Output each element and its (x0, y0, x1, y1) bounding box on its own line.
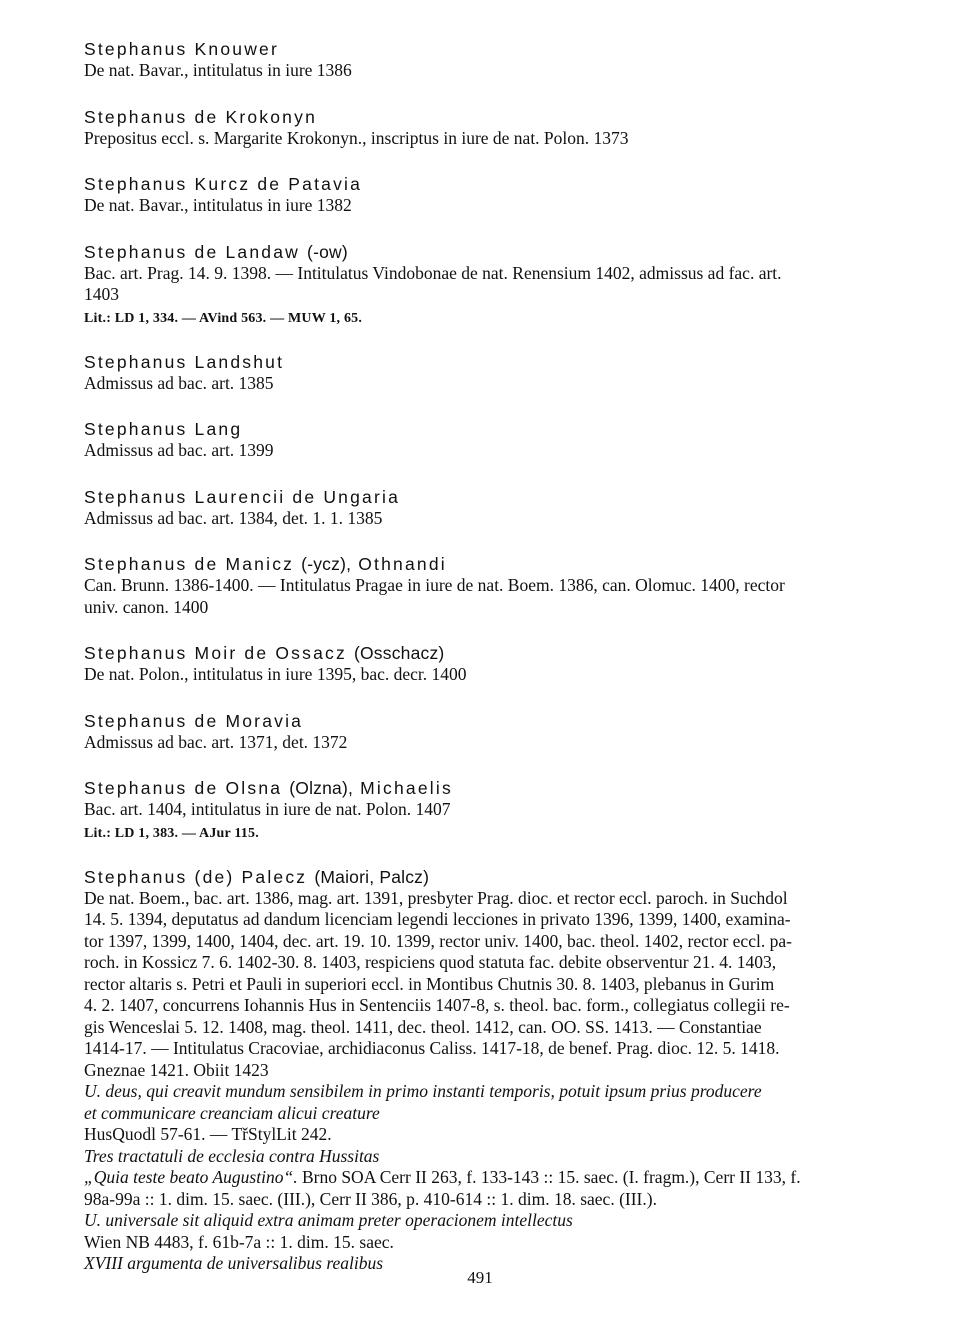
work-line (84, 1103, 894, 1125)
work-title: Tres tractatuli de ecclesia contra Hussitas (84, 1145, 380, 1166)
work-source: 98a-99a :: 1. dim. 15. saec. (III.), Cerr II 386, p. 410-614 :: 1. dim. 18. saec. (III.). (84, 1188, 657, 1209)
work-source: Wien NB 4483, f. 61b-7a :: 1. dim. 15. saec. (84, 1231, 394, 1252)
work-title: „Quia teste beato Augustino“. (84, 1167, 298, 1187)
work-line (84, 1146, 894, 1168)
entry-name (84, 642, 894, 664)
entry-knouwer (84, 38, 894, 82)
works-list (84, 1081, 894, 1275)
entry-name-variant: (Maiori, Palcz) (314, 866, 430, 887)
entry-name: Stephanus Laurencii de Ungaria (84, 486, 401, 507)
entry-line: Admissus ad bac. art. 1385 (84, 372, 274, 393)
entry-name-main: Stephanus (de) Palecz (84, 866, 308, 887)
work-title: U. deus, qui creavit mundum sensibilem in primo instanti temporis, potuit ipsum prius producere (84, 1081, 762, 1101)
entry-kurcz (84, 173, 894, 217)
entry-name-main: Stephanus de Olsna (84, 778, 283, 798)
entry-line: 1403 (84, 284, 119, 304)
entry-name-variant: (Olzna), (289, 778, 354, 798)
work-source: HusQuodl 57-61. — TřStylLit 242. (84, 1124, 332, 1144)
work-title: XVIII argumenta de universalibus realibus (84, 1253, 384, 1273)
entry-line: Gneznae 1421. Obiit 1423 (84, 1059, 269, 1080)
entry-name-main: Stephanus de Landaw (84, 241, 300, 262)
work-line (84, 1210, 894, 1232)
entry-line: De nat. Polon., intitulatus in iure 1395, bac. decr. 1400 (84, 664, 467, 684)
entry-laurencii (84, 486, 894, 530)
entry-name (84, 553, 894, 575)
entry-line: Prepositus eccl. s. Margarite Krokonyn., inscriptus in iure de nat. Polon. 1373 (84, 127, 629, 148)
literature-reference: Lit.: LD 1, 383. — AJur 115. (84, 825, 259, 841)
entry-name-main: Stephanus Moir de Ossacz (84, 643, 347, 663)
entry-line: De nat. Boem., bac. art. 1386, mag. art. 1391, presbyter Prag. dioc. et rector eccl. paroch. in Suchdol (84, 887, 788, 908)
entry-palecz (84, 866, 894, 1275)
entry-line: Admissus ad bac. art. 1399 (84, 440, 274, 460)
entry-name-variant: (Osschacz) (353, 643, 445, 663)
entry-line: Bac. art. Prag. 14. 9. 1398. — Intitulatus Vindobonae de nat. Renensium 1402, admissus ad fac. art. (84, 262, 782, 283)
entry-line: De nat. Bavar., intitulatus in iure 1382 (84, 195, 352, 215)
entry-line: Admissus ad bac. art. 1371, det. 1372 (84, 731, 348, 752)
entry-lang (84, 418, 894, 462)
entry-line: 1414-17. — Intitulatus Cracoviae, archidiaconus Caliss. 1417-18, de benef. Prag. dioc. 12. 5. 1418. (84, 1038, 780, 1058)
entry-name (84, 241, 894, 263)
work-source: Brno SOA Cerr II 263, f. 133-143 :: 15. saec. (I. fragm.), Cerr II 133, f. (297, 1167, 801, 1187)
entry-line: Can. Brunn. 1386-1400. — Intitulatus Pragae in iure de nat. Boem. 1386, can. Olomuc. 1400, rector (84, 575, 785, 595)
entry-name (84, 866, 894, 888)
work-line (84, 1189, 894, 1211)
entry-name: Stephanus Knouwer (84, 39, 280, 59)
work-line (84, 1167, 894, 1189)
entry-line: 4. 2. 1407, concurrens Iohannis Hus in Sentenciis 1407-8, s. theol. bac. form., collegiatus collegii re- (84, 995, 790, 1015)
entry-line: Admissus ad bac. art. 1384, det. 1. 1. 1385 (84, 507, 383, 528)
entry-name-main: Stephanus de Manicz (84, 554, 295, 574)
entry-name-variant: (-ow) (307, 241, 348, 262)
entry-name: Stephanus Kurcz de Patavia (84, 174, 363, 194)
entry-landaw (84, 241, 894, 329)
entry-line: gis Wenceslai 5. 12. 1408, mag. theol. 1411, dec. theol. 1412, can. OO. SS. 1413. — Constantiae (84, 1016, 762, 1037)
work-line (84, 1081, 894, 1103)
entry-krokonyn (84, 106, 894, 150)
entry-name (84, 777, 894, 799)
entry-name: Stephanus de Krokonyn (84, 106, 318, 127)
entry-name-variant: (-ycz), (301, 554, 352, 574)
page-content (84, 38, 894, 1299)
entry-line: univ. canon. 1400 (84, 596, 209, 617)
entry-manicz (84, 553, 894, 618)
entry-name-tail: Michaelis (360, 778, 453, 798)
entry-line: De nat. Bavar., intitulatus in iure 1386 (84, 60, 352, 80)
work-title: et communicare creanciam alicui creature (84, 1102, 380, 1123)
entry-moir (84, 642, 894, 686)
entry-olsna (84, 777, 894, 844)
entry-moravia (84, 710, 894, 754)
entry-line: Bac. art. 1404, intitulatus in iure de nat. Polon. 1407 (84, 799, 451, 819)
entry-name: Stephanus Landshut (84, 351, 285, 372)
entry-line: rector altaris s. Petri et Pauli in superiori eccl. in Montibus Chutnis 30. 8. 1403, plebanus in Gurim (84, 973, 775, 994)
entry-name: Stephanus de Moravia (84, 710, 304, 731)
work-line (84, 1232, 894, 1254)
entry-name: Stephanus Lang (84, 419, 243, 439)
entry-line: roch. in Kossicz 7. 6. 1402-30. 8. 1403, respiciens quod statuta fac. debite observentur 21. 4. 1403, (84, 952, 777, 972)
literature-reference: Lit.: LD 1, 334. — AVind 563. — MUW 1, 65. (84, 310, 363, 326)
work-title: U. universale sit aliquid extra animam preter operacionem intellectus (84, 1210, 573, 1230)
entry-line: tor 1397, 1399, 1400, 1404, dec. art. 19. 10. 1399, rector univ. 1400, bac. theol. 1402, rector eccl. pa- (84, 930, 792, 951)
entry-line: 14. 5. 1394, deputatus ad dandum licenciam legendi lecciones in privato 1396, 1399, 1400, examina- (84, 909, 791, 929)
page-number: 491 (467, 1268, 493, 1287)
work-line (84, 1124, 894, 1146)
entry-landshut (84, 351, 894, 395)
entry-name-tail: Othnandi (358, 554, 447, 574)
